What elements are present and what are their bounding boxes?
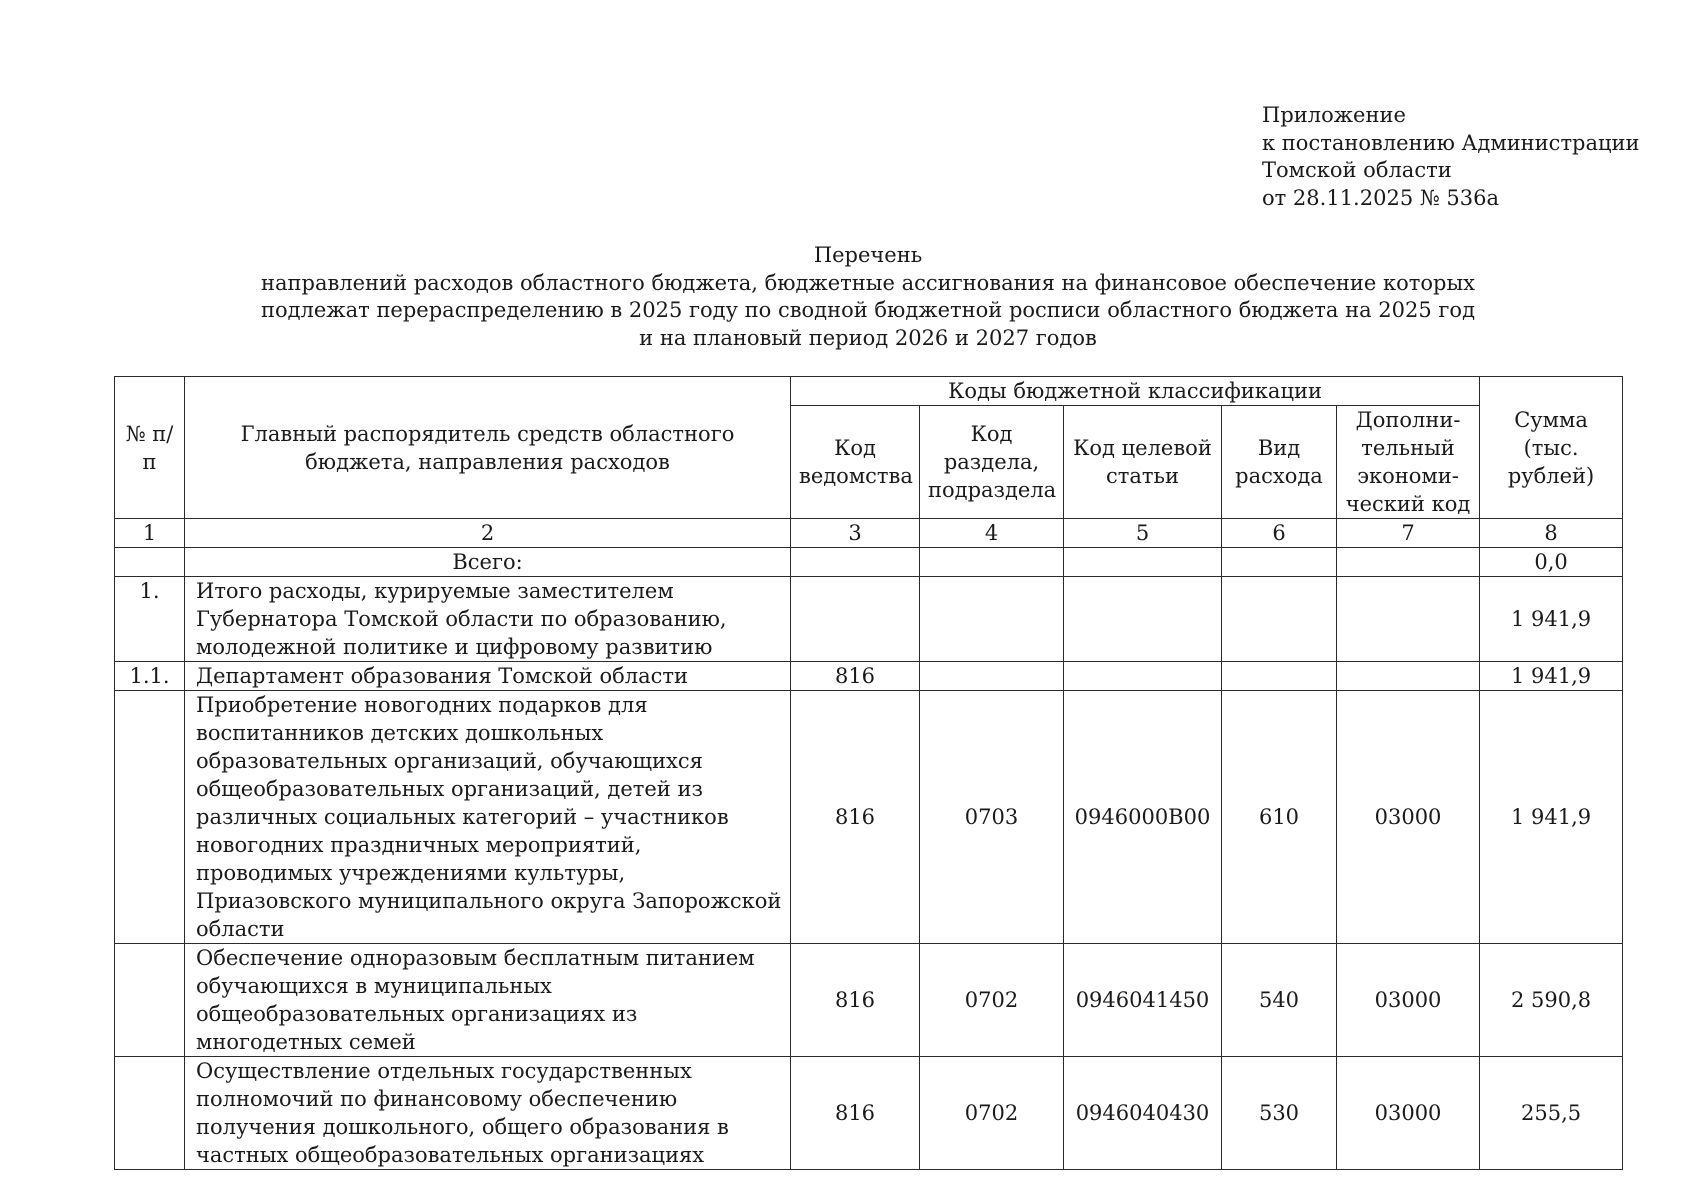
table-row — [115, 1057, 1623, 1170]
title-line: направлений расходов областного бюджета, бюджетные ассигнования на финансовое обеспечение которых — [260, 270, 1475, 295]
cell-target: 0946041450 — [1064, 944, 1222, 1057]
table-row — [115, 577, 1623, 662]
appendix-line: от 28.11.2025 № 536а — [1262, 185, 1499, 210]
header-num: № п/п — [115, 377, 185, 519]
cell-section — [920, 577, 1064, 662]
cell-target: 0946000B00 — [1064, 691, 1222, 944]
cell-sum: 2 590,8 — [1480, 944, 1623, 1057]
cell-extra — [1337, 662, 1480, 691]
column-number: 1 — [115, 519, 185, 548]
table-row-total — [115, 548, 1623, 577]
header-sum: Сумма (тыс. рублей) — [1480, 377, 1623, 519]
cell-name: Осуществление отдельных государственных полномочий по финансовому обеспечению получения дошкольного, общего образования в частных общеобразовательных организациях — [185, 1057, 791, 1170]
cell-num: 1.1. — [115, 662, 185, 691]
header-dept: Код ведомства — [791, 406, 920, 519]
cell-num — [115, 548, 185, 577]
cell-name: Итого расходы, курируемые заместителем Губернатора Томской области по образованию, молодежной политике и цифровому развитию — [185, 577, 791, 662]
cell-section: 0703 — [920, 691, 1064, 944]
cell-type — [1222, 548, 1337, 577]
header-target: Код целевой статьи — [1064, 406, 1222, 519]
appendix-line: Приложение — [1262, 103, 1406, 127]
column-number: 8 — [1480, 519, 1623, 548]
cell-section: 0702 — [920, 944, 1064, 1057]
cell-target — [1064, 548, 1222, 577]
header-section: Код раздела, подраздела — [920, 406, 1064, 519]
cell-name: Департамент образования Томской области — [185, 662, 791, 691]
header-codes-group: Коды бюджетной классификации — [791, 377, 1480, 406]
table-row — [115, 662, 1623, 691]
column-number: 5 — [1064, 519, 1222, 548]
cell-sum: 1 941,9 — [1480, 577, 1623, 662]
cell-dept: 816 — [791, 662, 920, 691]
cell-extra — [1337, 577, 1480, 662]
cell-dept — [791, 548, 920, 577]
cell-section: 0702 — [920, 1057, 1064, 1170]
cell-dept: 816 — [791, 944, 920, 1057]
cell-target — [1064, 577, 1222, 662]
cell-target — [1064, 662, 1222, 691]
appendix-block — [1262, 102, 1640, 212]
header-extra: Дополни-тельный экономи-ческий код — [1337, 406, 1480, 519]
cell-num — [115, 1057, 185, 1170]
header-name: Главный распорядитель средств областного бюджета, направления расходов — [185, 377, 791, 519]
appendix-line: к постановлению Администрации — [1262, 130, 1640, 155]
header-type: Вид расхода — [1222, 406, 1337, 519]
cell-target: 0946040430 — [1064, 1057, 1222, 1170]
cell-dept: 816 — [791, 691, 920, 944]
table-row — [115, 691, 1623, 944]
column-number-row — [115, 519, 1623, 548]
column-number: 2 — [185, 519, 791, 548]
cell-type: 530 — [1222, 1057, 1337, 1170]
title-line: подлежат перераспределению в 2025 году по сводной бюджетной росписи областного бюджета на 2025 год — [260, 298, 1476, 322]
cell-section — [920, 662, 1064, 691]
cell-name: Обеспечение одноразовым бесплатным питанием обучающихся в муниципальных общеобразовательных организациях из многодетных семей — [185, 944, 791, 1057]
budget-table — [114, 376, 1623, 1170]
cell-sum: 1 941,9 — [1480, 691, 1623, 944]
cell-dept — [791, 577, 920, 662]
table-row — [115, 944, 1623, 1057]
cell-extra: 03000 — [1337, 944, 1480, 1057]
cell-extra: 03000 — [1337, 1057, 1480, 1170]
title-line: и на плановый период 2026 и 2027 годов — [639, 325, 1097, 350]
cell-sum: 0,0 — [1480, 548, 1623, 577]
cell-sum: 255,5 — [1480, 1057, 1623, 1170]
cell-section — [920, 548, 1064, 577]
cell-sum: 1 941,9 — [1480, 662, 1623, 691]
cell-type: 540 — [1222, 944, 1337, 1057]
column-number: 6 — [1222, 519, 1337, 548]
cell-name: Приобретение новогодних подарков для воспитанников детских дошкольных образовательных организаций, обучающихся общеобразовательных организаций, детей из различных социальных категорий – участников новогодних праздничных мероприятий, проводимых учреждениями культуры, Приазовского муниципального округа Запорожской области — [185, 691, 791, 944]
column-number: 4 — [920, 519, 1064, 548]
cell-num — [115, 944, 185, 1057]
column-number: 7 — [1337, 519, 1480, 548]
cell-type — [1222, 662, 1337, 691]
title-line: Перечень — [813, 243, 923, 267]
cell-type — [1222, 577, 1337, 662]
cell-extra: 03000 — [1337, 691, 1480, 944]
appendix-line: Томской области — [1262, 158, 1452, 182]
column-number: 3 — [791, 519, 920, 548]
cell-type: 610 — [1222, 691, 1337, 944]
cell-extra — [1337, 548, 1480, 577]
cell-dept: 816 — [791, 1057, 920, 1170]
cell-name: Всего: — [185, 548, 791, 577]
cell-num — [115, 691, 185, 944]
cell-num: 1. — [115, 577, 185, 662]
document-title — [114, 242, 1622, 352]
